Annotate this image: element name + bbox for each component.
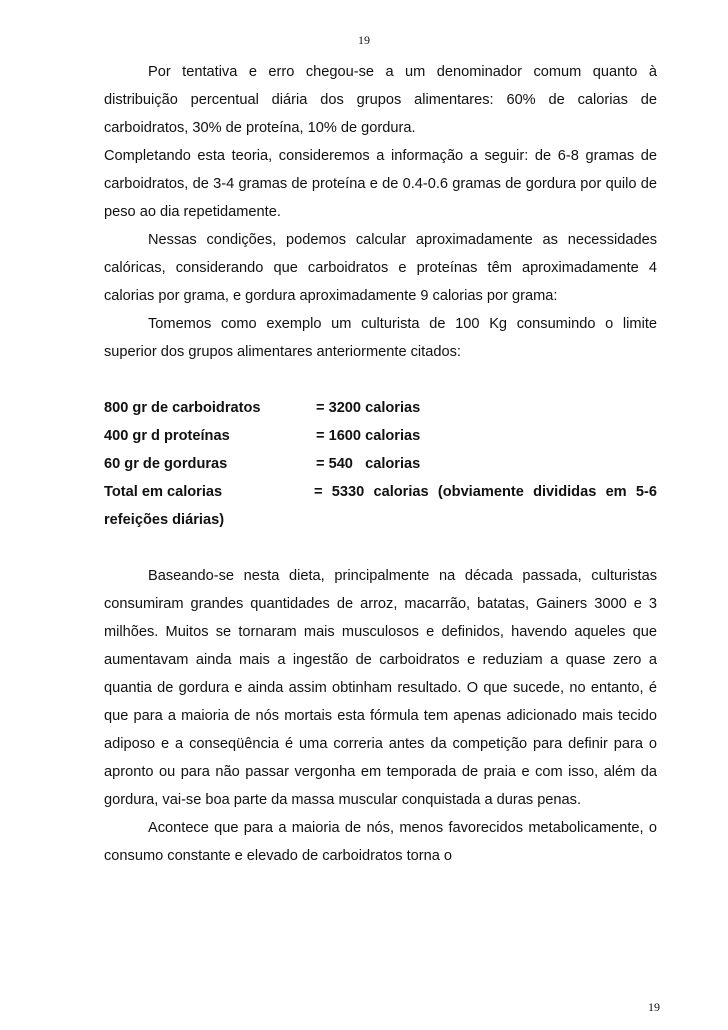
spacer (104, 534, 657, 562)
page-number-top: 19 (358, 33, 370, 47)
page-number-bottom: 19 (648, 1000, 660, 1014)
paragraph: Completando esta teoria, consideremos a informação a seguir: de 6-8 gramas de carboidratos, de 3-4 gramas de proteína e de 0.4-0.6 gramas de gordura por quilo de peso ao dia repetidamente. (104, 148, 657, 220)
calorie-label: 400 gr d proteínas (104, 428, 230, 444)
calorie-total-value: = 5330 calorias (obviamente divididas em 5-6 refeições diárias) (104, 484, 657, 528)
paragraph: Por tentativa e erro chegou-se a um denominador comum quanto à distribuição percentual diária dos grupos alimentares: 60% de calorias de carboidratos, 30% de proteína, 10% de gordura. (104, 64, 657, 136)
spacer (104, 366, 657, 394)
paragraph: Baseando-se nesta dieta, principalmente na década passada, culturistas consumiram grandes quantidades de arroz, macarrão, batatas, Gainers 3000 e 3 milhões. Muitos se tornaram mais musculosos e definidos, havendo aqueles que aumentavam ainda mais a ingestão de carboidratos e reduziam a quase zero a quantia de gordura e ainda assim obtinham resultado. O que sucede, no entanto, é que para a maioria de nós mortais esta fórmula tem apenas adicionado mais tecido adiposo e a conseqüência é uma correria antes da competição para definir para o apronto ou para não passar vergonha em temporada de praia e com isso, além da gordura, vai-se boa parte da massa muscular conquistada a duras penas. (104, 568, 657, 808)
calorie-row (104, 394, 657, 422)
paragraph: Tomemos como exemplo um culturista de 100 Kg consumindo o limite superior dos grupos alimentares anteriormente citados: (104, 316, 657, 360)
calorie-total (104, 478, 657, 534)
paragraph: Nessas condições, podemos calcular aproximadamente as necessidades calóricas, considerando que carboidratos e proteínas têm aproximadamente 4 calorias por grama, e gordura aproximadamente 9 calorias por grama: (104, 232, 657, 304)
calorie-label: 60 gr de gorduras (104, 456, 228, 472)
calorie-row (104, 450, 657, 478)
calorie-value: = 1600 calorias (316, 428, 421, 444)
document-body (104, 58, 657, 870)
calorie-value: = 3200 calorias (316, 400, 421, 416)
calorie-row (104, 422, 657, 450)
calorie-label: 800 gr de carboidratos (104, 400, 261, 416)
paragraph: Acontece que para a maioria de nós, menos favorecidos metabolicamente, o consumo constante e elevado de carboidratos torna o (104, 820, 657, 864)
calorie-value: = 540 calorias (316, 456, 421, 472)
calorie-total-label: Total em calorias (104, 484, 223, 500)
